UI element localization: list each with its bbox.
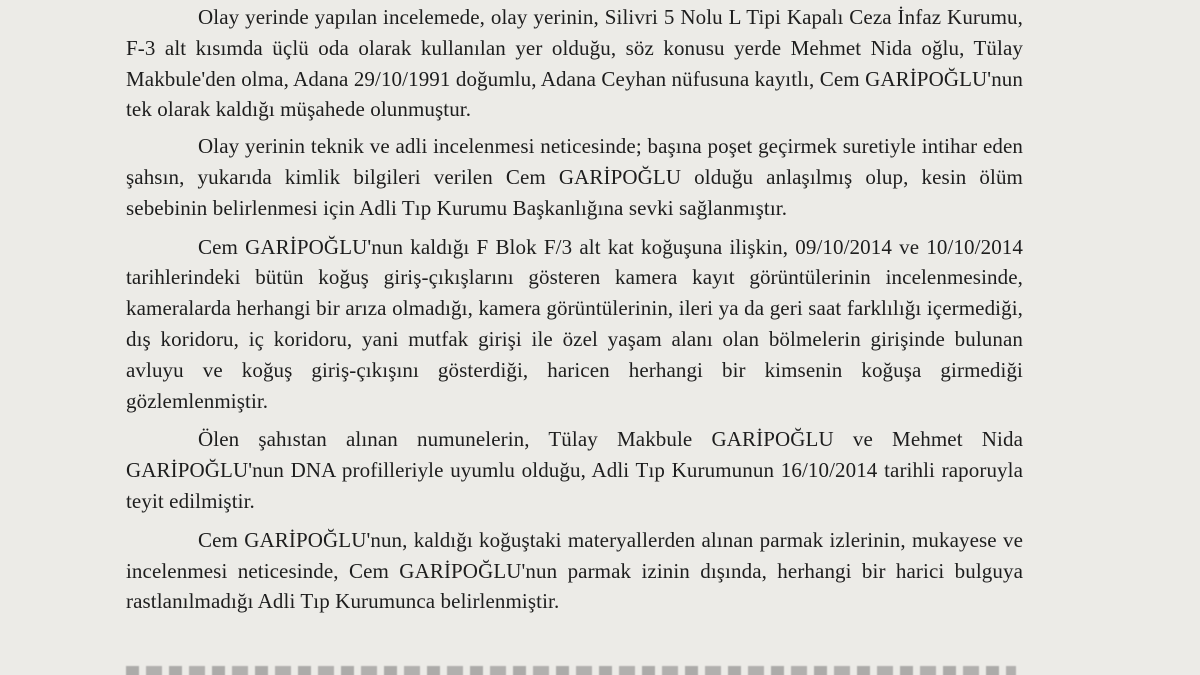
document-body	[126, 2, 1023, 624]
cut-off-text-line	[126, 666, 1016, 675]
document-paragraph: Olay yerinin teknik ve adli incelenmesi neticesinde; başına poşet geçirmek suretiyle intihar eden şahsın, yukarıda kimlik bilgileri verilen Cem GARİPOĞLU olduğu anlaşılmış olup, kesin ölüm sebebinin belirlenmesi için Adli Tıp Kurumu Başkanlığına sevki sağlanmıştır.	[126, 134, 1023, 220]
document-paragraph: Cem GARİPOĞLU'nun, kaldığı koğuştaki materyallerden alınan parmak izlerinin, mukayese ve incelenmesi neticesinde, Cem GARİPOĞLU'nun parmak izinin dışında, herhangi bir harici bulguya rastlanılmadığı Adli Tıp Kurumunca belirlenmiştir.	[126, 527, 1023, 614]
document-paragraph: Cem GARİPOĞLU'nun kaldığı F Blok F/3 alt kat koğuşuna ilişkin, 09/10/2014 ve 10/10/2014 tarihlerindeki bütün koğuş giriş-çıkışlarını gösteren kamera kayıt görüntülerinin incelenmesinde, kameralarda herhangi bir arıza olmadığı, kamera görüntülerinin, ileri ya da geri saat farklılığı içermediği, dış koridoru, iç koridoru, yani mutfak girişi ile özel yaşam alanı olan bölmelerin girişinde bulunan avluyu ve koğuş giriş-çıkışını gösterdiği, haricen herhangi bir kimsenin koğuşa girmediği gözlemlenmiştir.	[126, 234, 1023, 413]
document-paragraph: Olay yerinde yapılan incelemede, olay yerinin, Silivri 5 Nolu L Tipi Kapalı Ceza İnfaz Kurumu, F-3 alt kısımda üçlü oda olarak kullanılan yer olduğu, söz konusu yerde Mehmet Nida oğlu, Tülay Makbule'den olma, Adana 29/10/1991 doğumlu, Adana Ceyhan nüfusuna kayıtlı, Cem GARİPOĞLU'nun tek olarak kaldığı müşahede olunmuştur.	[126, 5, 1023, 122]
document-paragraph: Ölen şahıstan alınan numunelerin, Tülay Makbule GARİPOĞLU ve Mehmet Nida GARİPOĞLU'nun DNA profilleriyle uyumlu olduğu, Adli Tıp Kurumunun 16/10/2014 tarihli raporuyla teyit edilmiştir.	[126, 427, 1023, 513]
